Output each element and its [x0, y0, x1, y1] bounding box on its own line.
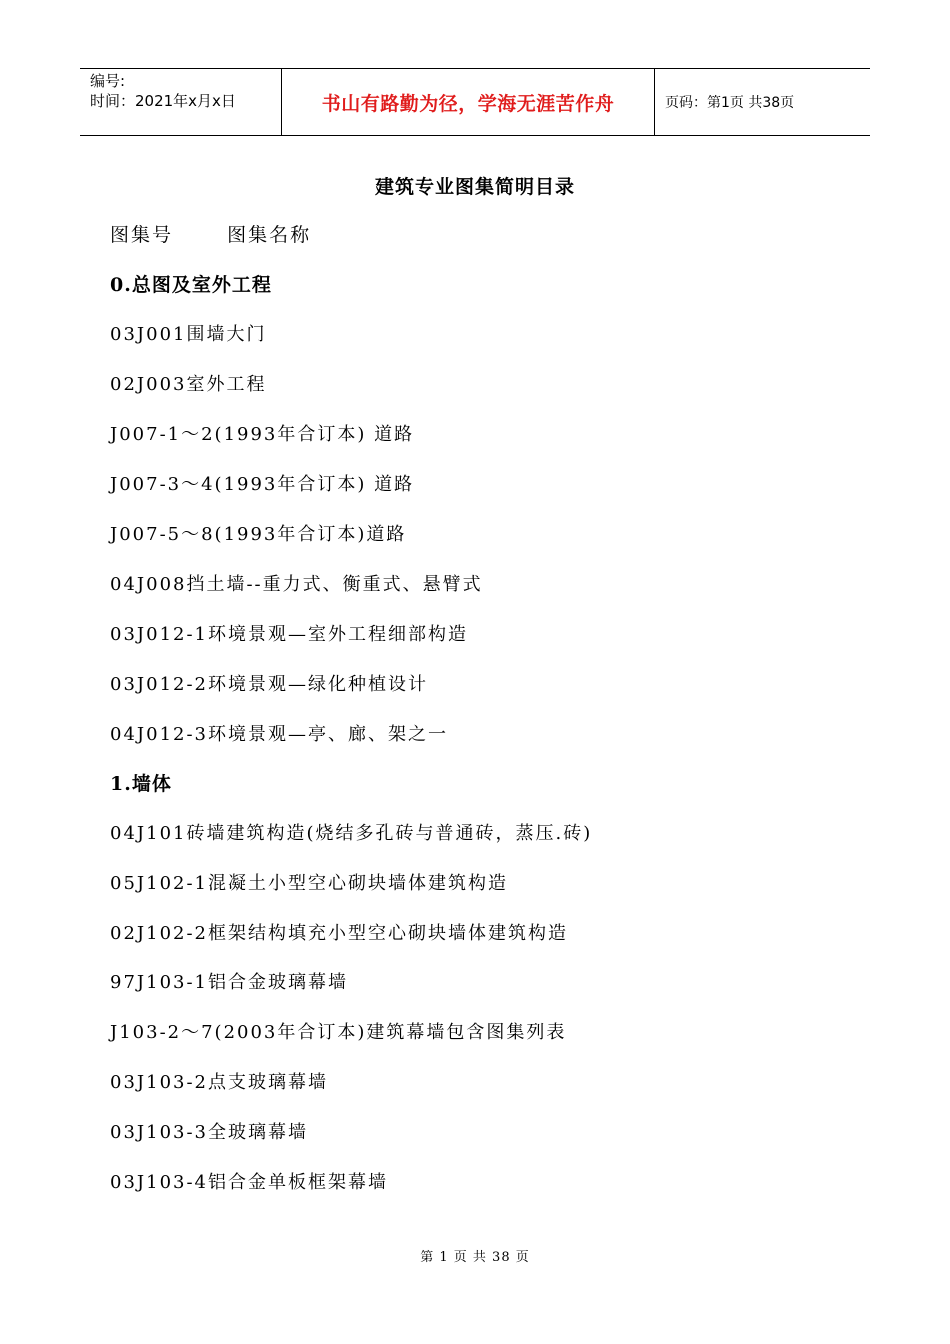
list-item: 03J001围墙大门	[110, 324, 267, 345]
list-item: 02J003室外工程	[110, 374, 267, 395]
header-motto: 书山有路勤为径，学海无涯苦作舟	[282, 69, 655, 135]
list-item: 03J012-1环境景观—室外工程细部构造	[110, 624, 469, 645]
list-item: 05J102-1混凝土小型空心砌块墙体建筑构造	[110, 873, 509, 894]
list-item: 04J008挡土墙--重力式、衡重式、悬臂式	[110, 574, 483, 595]
page-header	[80, 68, 870, 136]
section-heading: 1.墙体	[110, 773, 172, 795]
list-item: J007-5～8(1993年合订本)道路	[110, 524, 407, 545]
list-item: 03J103-3全玻璃幕墙	[110, 1122, 309, 1143]
time-label: 时间：2021年x月x日	[90, 92, 236, 110]
header-page-label: 页码：第1页 共38页	[665, 95, 795, 111]
list-item: 03J103-2点支玻璃幕墙	[110, 1072, 329, 1093]
list-item: J007-1～2(1993年合订本) 道路	[110, 424, 415, 445]
section-heading: 0.总图及室外工程	[110, 274, 272, 296]
list-item: 03J103-4铝合金单板框架幕墙	[110, 1172, 389, 1193]
list-item: 03J012-2环境景观—绿化种植设计	[110, 674, 429, 695]
list-item: 97J103-1铝合金玻璃幕墙	[110, 972, 349, 993]
column-header-code: 图集号	[110, 224, 174, 246]
header-meta	[80, 69, 282, 135]
list-item: J007-3～4(1993年合订本) 道路	[110, 474, 415, 495]
number-label: 编号:	[90, 72, 126, 90]
list-item: 04J101砖墙建筑构造(烧结多孔砖与普通砖，蒸压.砖)	[110, 823, 593, 844]
column-header-name: 图集名称	[227, 224, 312, 246]
list-item: 04J012-3环境景观—亭、廊、架之一	[110, 724, 449, 745]
list-item: 02J102-2框架结构填充小型空心砌块墙体建筑构造	[110, 923, 569, 944]
page-footer: 第 1 页 共 38 页	[420, 1250, 530, 1265]
list-item: J103-2～7(2003年合订本)建筑幕墙包含图集列表	[110, 1022, 567, 1043]
document-title: 建筑专业图集简明目录	[374, 176, 575, 198]
column-headers	[110, 220, 311, 247]
